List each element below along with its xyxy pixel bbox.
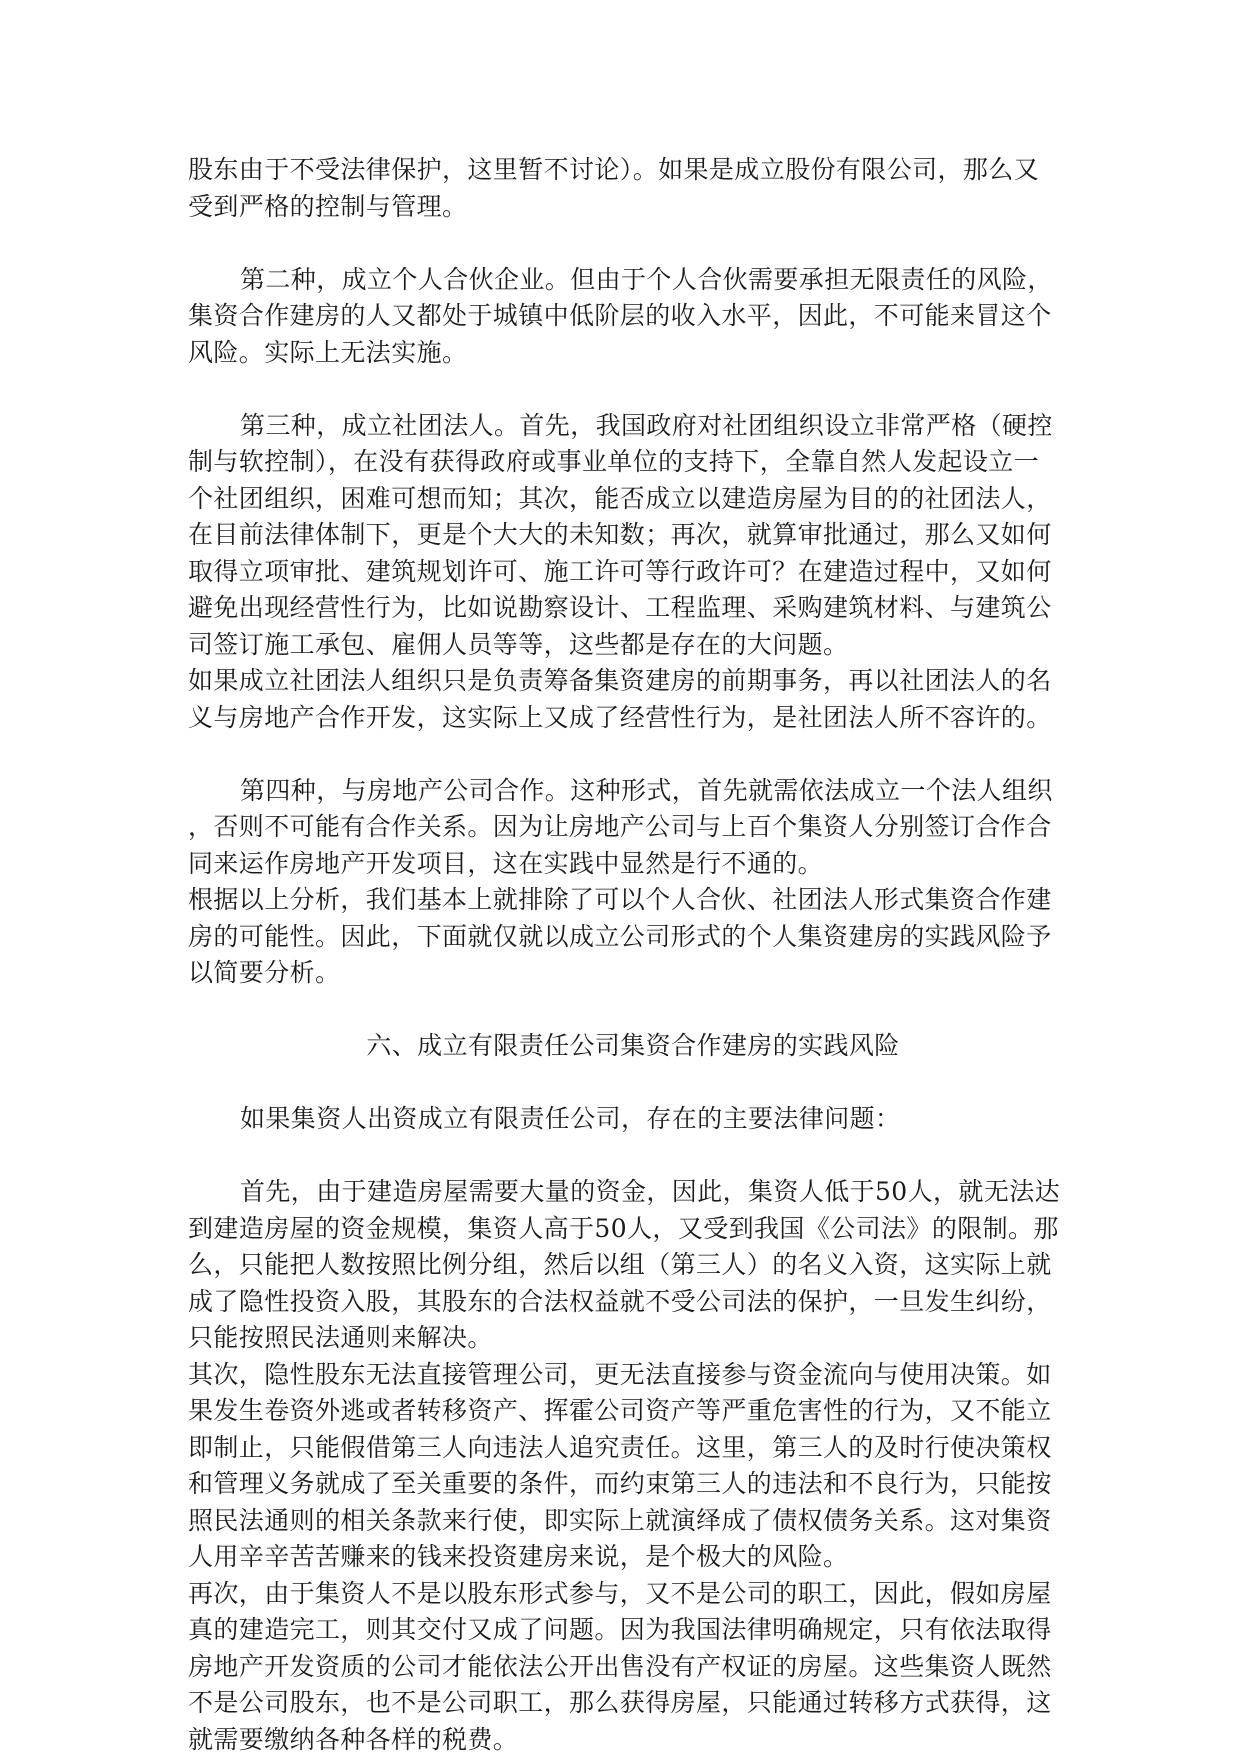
text-line: 么，只能把人数按照比例分组，然后以组（第三人）的名义入资，这实际上就 <box>188 1247 1058 1284</box>
paragraph <box>188 1174 1058 1357</box>
text-line: 第四种，与房地产公司合作。这种形式，首先就需依法成立一个法人组织 <box>188 773 1058 810</box>
text-line: 股东由于不受法律保护，这里暂不讨论）。如果是成立股份有限公司，那么又 <box>188 152 1058 189</box>
text-line: ，否则不可能有合作关系。因为让房地产公司与上百个集资人分别签订合作合 <box>188 809 1058 846</box>
text-line: 不是公司股东，也不是公司职工，那么获得房屋，只能通过转移方式获得，这 <box>188 1685 1058 1722</box>
text-line: 真的建造完工，则其交付又成了问题。因为我国法律明确规定，只有依法取得 <box>188 1612 1058 1649</box>
paragraph <box>188 882 1058 992</box>
text-line: 司签订施工承包、雇佣人员等等，这些都是存在的大问题。 <box>188 627 1058 664</box>
text-line: 和管理义务就成了至关重要的条件，而约束第三人的违法和不良行为，只能按 <box>188 1466 1058 1503</box>
text-line: 到建造房屋的资金规模，集资人高于50人，又受到我国《公司法》的限制。那 <box>188 1211 1058 1248</box>
text-line: 如果集资人出资成立有限责任公司，存在的主要法律问题： <box>188 1101 1058 1138</box>
text-line: 第二种，成立个人合伙企业。但由于个人合伙需要承担无限责任的风险， <box>188 262 1058 299</box>
text-line: 其次，隐性股东无法直接管理公司，更无法直接参与资金流向与使用决策。如 <box>188 1357 1058 1394</box>
paragraph <box>188 262 1058 372</box>
paragraph <box>188 663 1058 736</box>
text-line: 再次，由于集资人不是以股东形式参与，又不是公司的职工，因此，假如房屋 <box>188 1576 1058 1613</box>
text-line: 即制止，只能假借第三人向违法人追究责任。这里，第三人的及时行使决策权 <box>188 1430 1058 1467</box>
document-body-part-2 <box>188 1101 1058 1758</box>
text-line: 受到严格的控制与管理。 <box>188 189 1058 226</box>
text-line: 义与房地产合作开发，这实际上又成了经营性行为，是社团法人所不容许的。 <box>188 700 1058 737</box>
text-line: 个社团组织，困难可想而知；其次，能否成立以建造房屋为目的的社团法人， <box>188 481 1058 518</box>
section-heading: 六、成立有限责任公司集资合作建房的实践风险 <box>188 1028 1058 1065</box>
text-line: 如果成立社团法人组织只是负责筹备集资建房的前期事务，再以社团法人的名 <box>188 663 1058 700</box>
paragraph <box>188 152 1058 225</box>
text-line: 集资合作建房的人又都处于城镇中低阶层的收入水平，因此，不可能来冒这个 <box>188 298 1058 335</box>
text-line: 就需要缴纳各种各样的税费。 <box>188 1722 1058 1758</box>
text-line: 以简要分析。 <box>188 955 1058 992</box>
paragraph <box>188 1357 1058 1576</box>
text-line: 人用辛辛苦苦赚来的钱来投资建房来说，是个极大的风险。 <box>188 1539 1058 1576</box>
text-line: 照民法通则的相关条款来行使，即实际上就演绎成了债权债务关系。这对集资 <box>188 1503 1058 1540</box>
text-line: 房的可能性。因此，下面就仅就以成立公司形式的个人集资建房的实践风险予 <box>188 919 1058 956</box>
text-line: 避免出现经营性行为，比如说勘察设计、工程监理、采购建筑材料、与建筑公 <box>188 590 1058 627</box>
text-line: 根据以上分析，我们基本上就排除了可以个人合伙、社团法人形式集资合作建 <box>188 882 1058 919</box>
paragraph <box>188 1576 1058 1758</box>
text-line: 第三种，成立社团法人。首先，我国政府对社团组织设立非常严格（硬控 <box>188 408 1058 445</box>
text-line: 成了隐性投资入股，其股东的合法权益就不受公司法的保护，一旦发生纠纷， <box>188 1284 1058 1321</box>
text-line: 首先，由于建造房屋需要大量的资金，因此，集资人低于50人，就无法达 <box>188 1174 1058 1211</box>
paragraph <box>188 1101 1058 1138</box>
text-line: 在目前法律体制下，更是个大大的未知数；再次，就算审批通过，那么又如何 <box>188 517 1058 554</box>
document-page <box>188 152 1058 1758</box>
text-line: 只能按照民法通则来解决。 <box>188 1320 1058 1357</box>
text-line: 风险。实际上无法实施。 <box>188 335 1058 372</box>
text-line: 房地产开发资质的公司才能依法公开出售没有产权证的房屋。这些集资人既然 <box>188 1649 1058 1686</box>
paragraph <box>188 773 1058 883</box>
document-body-part-1 <box>188 152 1058 992</box>
text-line: 同来运作房地产开发项目，这在实践中显然是行不通的。 <box>188 846 1058 883</box>
paragraph <box>188 408 1058 664</box>
text-line: 取得立项审批、建筑规划许可、施工许可等行政许可？在建造过程中，又如何 <box>188 554 1058 591</box>
text-line: 果发生卷资外逃或者转移资产、挥霍公司资产等严重危害性的行为，又不能立 <box>188 1393 1058 1430</box>
text-line: 制与软控制），在没有获得政府或事业单位的支持下，全靠自然人发起设立一 <box>188 444 1058 481</box>
